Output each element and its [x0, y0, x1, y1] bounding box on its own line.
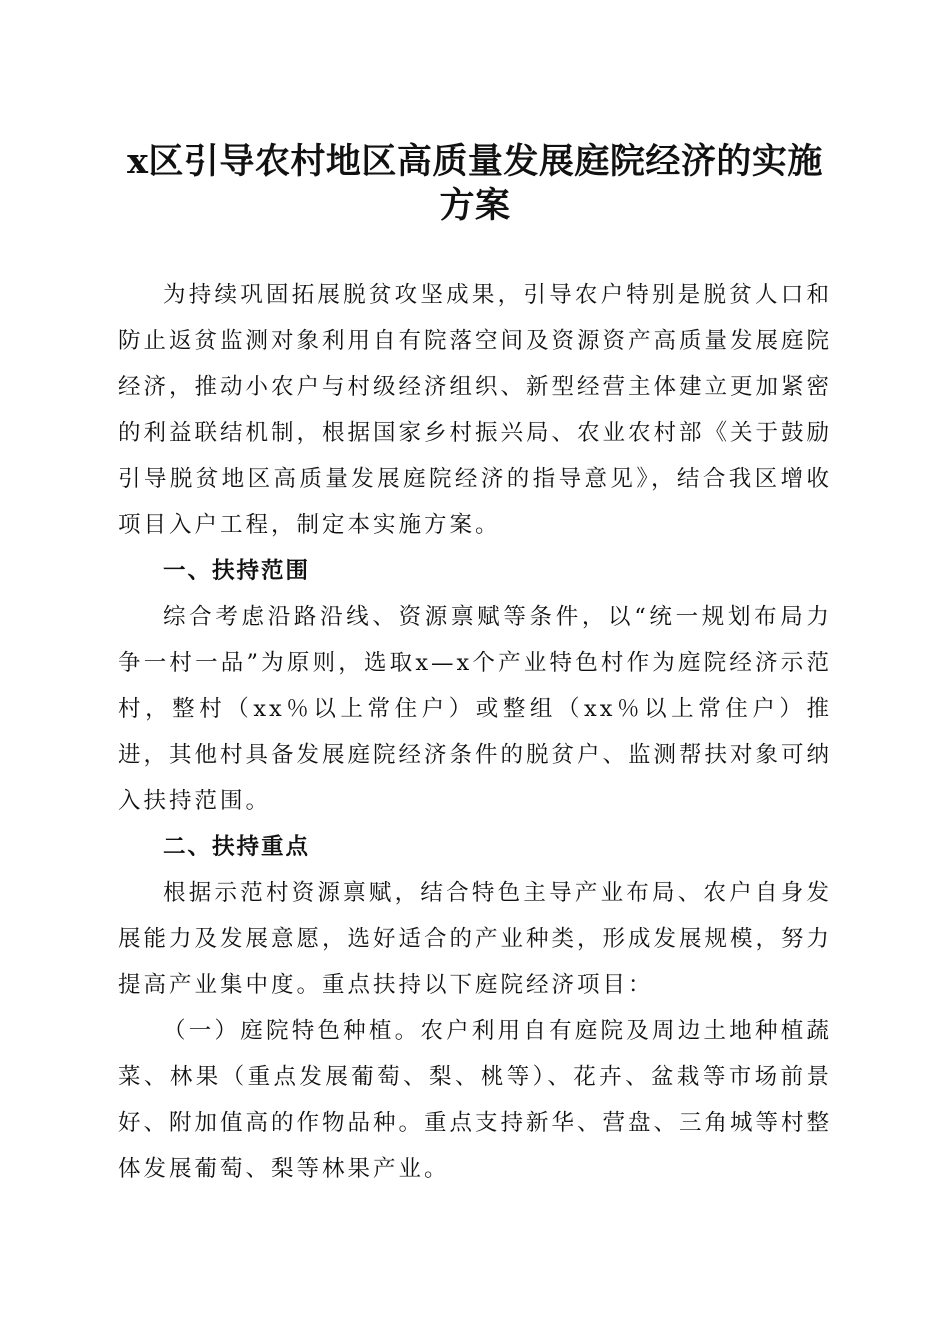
- document-body: [118, 272, 832, 1192]
- document-title: [118, 140, 832, 228]
- subsection-planting: [118, 1008, 832, 1192]
- section-heading-focus: 二、扶持重点: [163, 834, 311, 860]
- subsection-label: （一）庭院特色种植。: [163, 1018, 421, 1044]
- scope-paragraph: 综合考虑沿路沿线、资源禀赋等条件，以“统一规划布局力争一村一品”为原则，选取x—x个产业特色村作为庭院经济示范村，整村（xx％以上常住户）或整组（xx％以上常住户）推进，其他村具备发展庭院经济条件的脱贫户、监测帮扶对象可纳入扶持范围。: [118, 604, 833, 814]
- title-line-1: x区引导农村地区高质量发展庭院经济的实施: [127, 141, 823, 182]
- intro-paragraph: 为持续巩固拓展脱贫攻坚成果，引导农户特别是脱贫人口和防止返贫监测对象利用自有院落空间及资源资产高质量发展庭院经济，推动小农户与村级经济组织、新型经营主体建立更加紧密的利益联结机制，根据国家乡村振兴局、农业农村部《关于鼓励引导脱贫地区高质量发展庭院经济的指导意见》，结合我区增收项目入户工程，制定本实施方案。: [118, 282, 833, 538]
- focus-paragraph: 根据示范村资源禀赋，结合特色主导产业布局、农户自身发展能力及发展意愿，选好适合的产业种类，形成发展规模，努力提高产业集中度。重点扶持以下庭院经济项目：: [118, 880, 833, 998]
- section-heading-scope: 一、扶持范围: [163, 558, 311, 584]
- subsection-text: 农户利用自有庭院及周边土地种植蔬菜、林果（重点发展葡萄、梨、桃等）、花卉、盆栽等市场前景好、附加值高的作物品种。重点支持新华、营盘、三角城等村整体发展葡萄、梨等林果产业。: [118, 1018, 833, 1182]
- title-line-2: 方案: [439, 185, 511, 226]
